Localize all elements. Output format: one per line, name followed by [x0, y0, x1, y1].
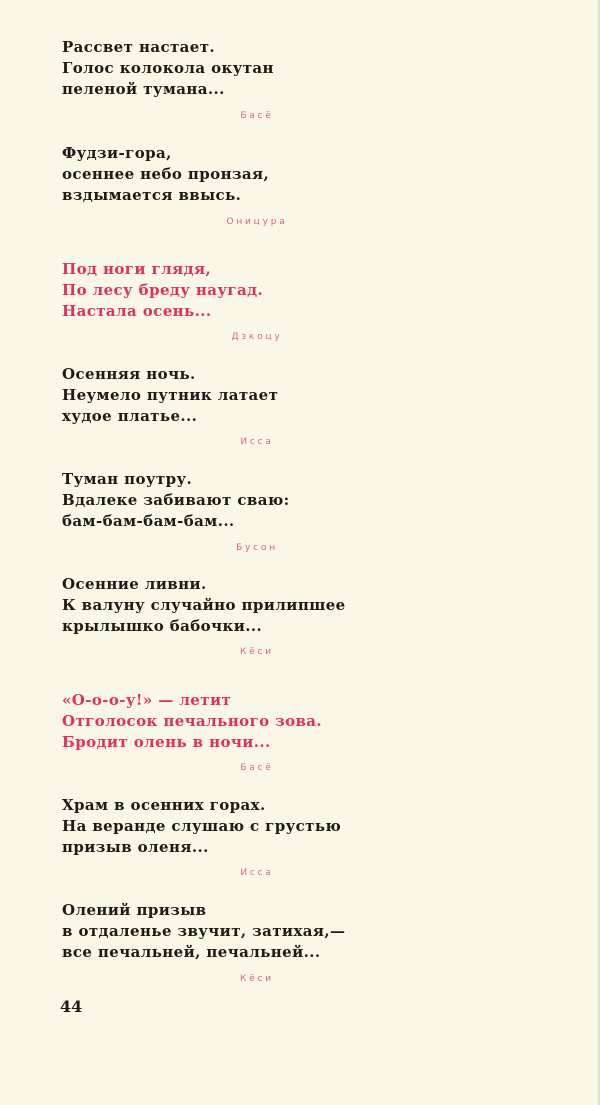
- poem-line: На веранде слушаю с грустью: [62, 817, 342, 835]
- poem-author: Оницура: [226, 217, 288, 227]
- poem-line: Фудзи-гора,: [62, 144, 172, 162]
- poem-line: Вдалеке забивают сваю:: [62, 491, 290, 509]
- poem-line: бам-бам-бам-бам...: [62, 512, 235, 530]
- poem-line: в отдаленье звучит, затихая,—: [62, 922, 346, 940]
- poem-5: [62, 469, 562, 553]
- poem-line: Рассвет настает.: [62, 38, 216, 56]
- poem-line: Голос колокола окутан: [62, 59, 274, 77]
- poem-line: Олений призыв: [62, 901, 207, 919]
- poem-line: «О-о-о-у!» — летит: [62, 691, 232, 709]
- poem-8: [62, 795, 562, 878]
- poem-line: Осенняя ночь.: [62, 365, 196, 383]
- poem-author: Исса: [240, 868, 274, 878]
- poem-line: призыв оленя...: [62, 838, 209, 856]
- poem-line: Храм в осенних горах.: [62, 796, 266, 814]
- poem-line: худое платье...: [62, 407, 198, 425]
- poem-line: Неумело путник латает: [62, 386, 279, 404]
- poem-author: Кёси: [240, 647, 274, 657]
- poem-author: Кёси: [240, 974, 274, 984]
- poem-line: Под ноги глядя,: [62, 260, 212, 278]
- poem-line: Бродит олень в ночи...: [62, 733, 271, 751]
- poem-line: пеленой тумана...: [62, 80, 225, 98]
- poem-line: Осенние ливни.: [62, 575, 207, 593]
- poem-2: [62, 143, 562, 227]
- poem-author: Дзкоцу: [231, 332, 283, 342]
- poem-author: Исса: [240, 437, 274, 447]
- poem-author: Басё: [240, 111, 274, 121]
- poem-line: осеннее небо пронзая,: [62, 165, 270, 183]
- poem-author: Бусон: [236, 543, 278, 553]
- poem-line: К валуну случайно прилипшее: [62, 596, 346, 614]
- poem-7: [62, 690, 562, 773]
- poem-line: По лесу бреду наугад.: [62, 281, 264, 299]
- page-number: 44: [60, 997, 83, 1016]
- poem-3: [62, 259, 562, 342]
- poem-line: Настала осень...: [62, 302, 212, 320]
- poem-9: [62, 900, 562, 984]
- poem-6: [62, 574, 562, 657]
- poem-line: все печальней, печальней...: [62, 943, 321, 961]
- poem-author: Басё: [240, 763, 274, 773]
- poem-line: Туман поутру.: [62, 470, 193, 488]
- poem-1: [62, 37, 562, 121]
- poem-line: вздымается ввысь.: [62, 186, 242, 204]
- poem-line: крылышко бабочки...: [62, 617, 263, 635]
- poem-4: [62, 364, 562, 447]
- poem-line: Отголосок печального зова.: [62, 712, 323, 730]
